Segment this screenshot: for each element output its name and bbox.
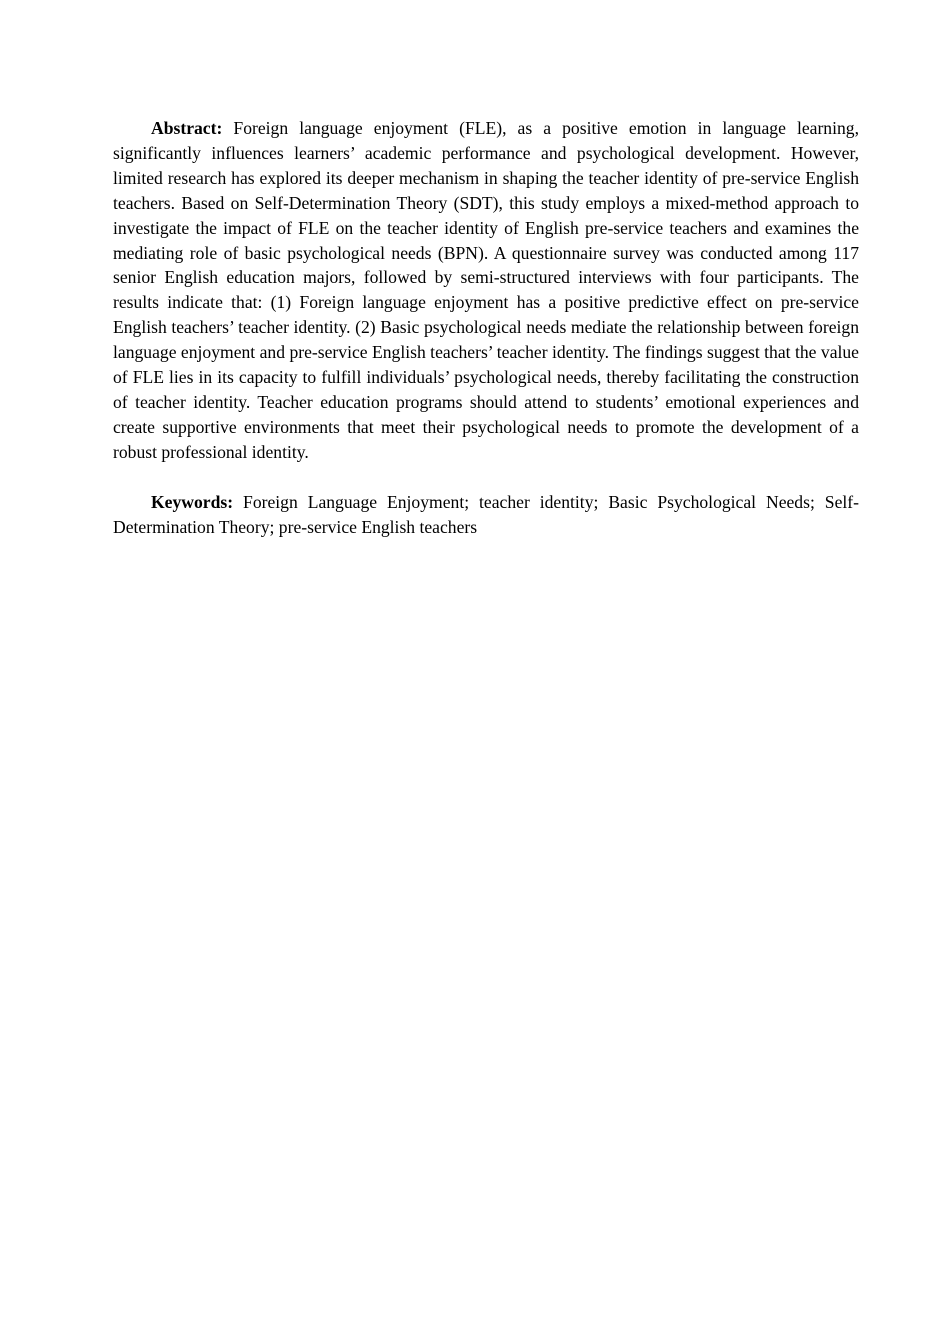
abstract-text: Foreign language enjoyment (FLE), as a positive emotion in language learning, significantly influences learners’ academic performance and psychological development. However, limited research has explored its deeper mechanism in shaping the teacher identity of pre-service English teachers. Based on Self-Determination Theory (SDT), this study employs a mixed-method approach to investigate the impact of FLE on the teacher identity of English pre-service teachers and examines the mediating role of basic psychological needs (BPN). A questionnaire survey was conducted among 117 senior English education majors, followed by semi-structured interviews with four participants. The results indicate that: (1) Foreign language enjoyment has a positive predictive effect on pre-service English teachers’ teacher identity. (2) Basic psychological needs mediate the relationship between foreign language enjoyment and pre-service English teachers’ teacher identity. The findings suggest that the value of FLE lies in its capacity to fulfill individuals’ psychological needs, thereby facilitating the construction of teacher identity. Teacher education programs should attend to students’ emotional experiences and create supportive environments that meet their psychological needs to promote the development of a robust professional identity. [113, 118, 859, 462]
keywords-text: Foreign Language Enjoyment; teacher identity; Basic Psychological Needs; Self-Determination Theory; pre-service English teachers [113, 491, 859, 537]
abstract-paragraph [113, 116, 859, 465]
document-page [113, 116, 859, 540]
keywords-paragraph [113, 490, 859, 540]
keywords-label: Keywords: [151, 491, 234, 512]
abstract-label: Abstract: [151, 118, 223, 138]
